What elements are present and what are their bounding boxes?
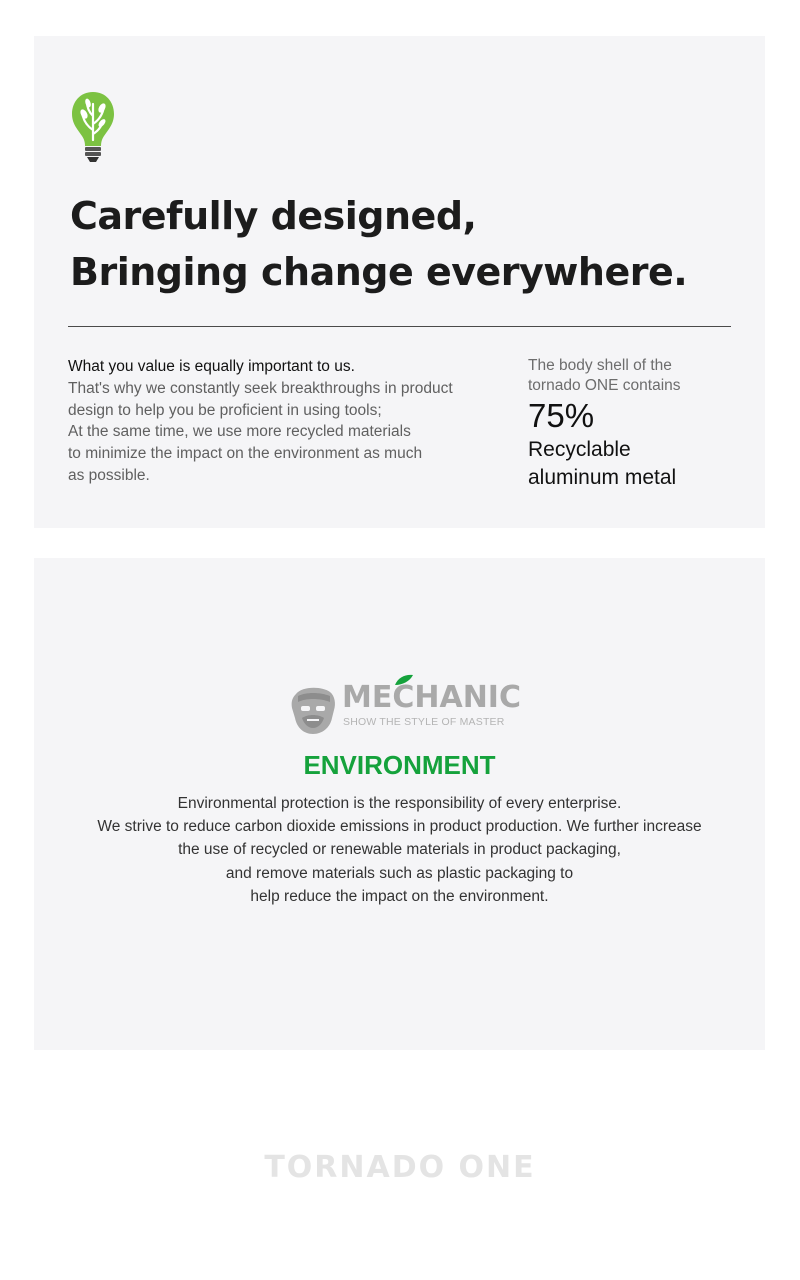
intro-body-line: At the same time, we use more recycled materials (68, 423, 411, 441)
environment-text (34, 792, 765, 908)
logo-tagline: SHOW THE STYLE OF MASTER (343, 716, 505, 728)
intro-body-line: That's why we constantly seek breakthroughs in product (68, 379, 453, 397)
recycled-stat (528, 356, 738, 492)
logo-wordmark: MECHANIC (342, 680, 521, 715)
environment-text-line: and remove materials such as plastic packaging to (225, 864, 574, 882)
environment-text-line: Environmental protection is the responsibility of every enterprise. (177, 795, 622, 812)
intro-body-line: design to help you be proficient in using tools; (68, 401, 382, 419)
headline (70, 188, 687, 300)
stat-pre-line: tornado ONE contains (528, 377, 681, 394)
environment-text-line: the use of recycled or renewable materials in product packaging, (178, 841, 621, 859)
sustainability-panel (34, 36, 765, 528)
headline-line-1: Carefully designed, (70, 194, 477, 238)
divider (68, 326, 731, 327)
mechanic-mascot-logo (288, 684, 338, 736)
headline-line-2: Bringing change everywhere. (70, 250, 688, 294)
intro-text (68, 356, 508, 487)
intro-body-line: to minimize the impact on the environment as much (68, 445, 423, 463)
stat-label-line: aluminum metal (528, 466, 677, 489)
environment-text-line: help reduce the impact on the environment. (250, 887, 549, 905)
mechanic-logo (34, 678, 765, 738)
stat-percent: 75% (528, 397, 595, 434)
intro-body-line: as possible. (68, 466, 150, 484)
stat-label-line: Recyclable (528, 438, 631, 461)
intro-lead: What you value is equally important to us. (68, 358, 355, 375)
brand-footer: TORNADO ONE (264, 1150, 536, 1185)
environment-panel (34, 558, 765, 1050)
environment-title: ENVIRONMENT (303, 750, 496, 780)
environment-text-line: We strive to reduce carbon dioxide emissions in product production. We further increase (97, 818, 702, 836)
lightbulb-leaf-icon (70, 90, 116, 164)
stat-pre-line: The body shell of the (528, 357, 672, 374)
